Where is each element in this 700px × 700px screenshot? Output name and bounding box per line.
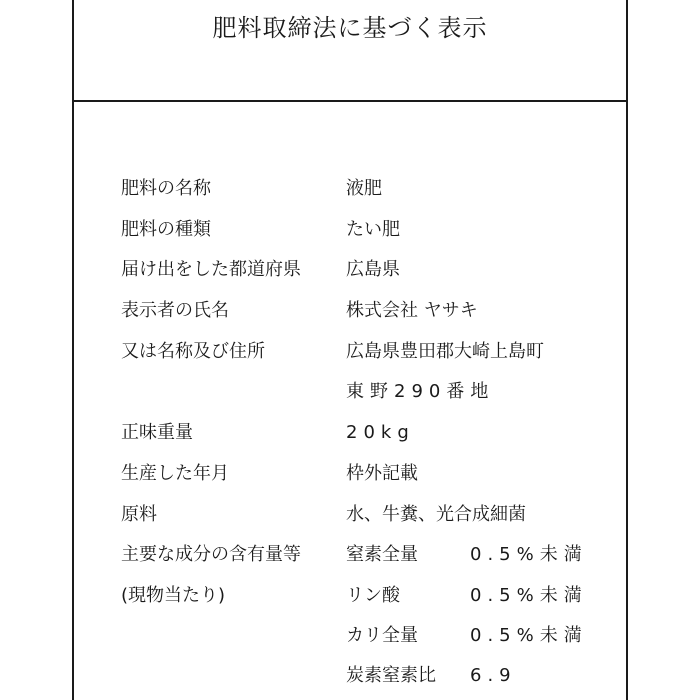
- component-amount: 0.5%未満: [470, 544, 588, 565]
- components-label: 主要な成分の含有量等: [121, 544, 301, 565]
- row-value: 広島県豊田郡大崎上島町: [346, 341, 544, 362]
- component-row-phosphoric-acid: [0, 580, 700, 612]
- components-sublabel: (現物当たり): [121, 585, 226, 606]
- component-amount: 0.5%未満: [470, 625, 588, 646]
- component-amount: 0.5%未満: [470, 585, 588, 606]
- row-label: 表示者の氏名: [121, 300, 229, 321]
- label-row-prefecture: [0, 254, 700, 286]
- component-row-nitrogen: [0, 539, 700, 571]
- row-value: 広島県: [346, 259, 400, 280]
- label-row-production-date: [0, 458, 700, 490]
- component-name: カリ全量: [346, 625, 418, 646]
- row-label: 正味重量: [121, 422, 193, 443]
- row-label: 肥料の種類: [121, 219, 211, 240]
- label-row-address-continued: [0, 376, 700, 408]
- row-label: 届け出をした都道府県: [121, 259, 301, 280]
- component-name: リン酸: [346, 585, 400, 606]
- row-label: 又は名称及び住所: [121, 341, 265, 362]
- label-row-net-weight: [0, 417, 700, 449]
- component-name: 炭素窒素比: [346, 665, 436, 686]
- component-amount: 6.9: [470, 665, 517, 686]
- label-row-ingredients: [0, 499, 700, 531]
- title-divider: [72, 100, 628, 102]
- document-title: 肥料取締法に基づく表示: [212, 14, 488, 42]
- row-value: 水、牛糞、光合成細菌: [346, 504, 526, 525]
- component-row-potassium: [0, 620, 700, 652]
- row-value: 株式会社 ヤサキ: [346, 300, 478, 321]
- row-label: 生産した年月: [121, 463, 229, 484]
- label-row-fertilizer-name: [0, 173, 700, 205]
- row-value: 東野290番地: [346, 381, 495, 402]
- row-label: 肥料の名称: [121, 178, 211, 199]
- row-label: 原料: [121, 504, 157, 525]
- row-value: 枠外記載: [346, 463, 418, 484]
- label-row-fertilizer-type: [0, 214, 700, 246]
- row-value: たい肥: [346, 219, 400, 240]
- component-name: 窒素全量: [346, 544, 418, 565]
- row-value: 液肥: [346, 178, 382, 199]
- label-row-labeler-name: [0, 295, 700, 327]
- component-row-cn-ratio: [0, 660, 700, 692]
- row-value: 20kg: [346, 422, 415, 443]
- label-row-address: [0, 336, 700, 368]
